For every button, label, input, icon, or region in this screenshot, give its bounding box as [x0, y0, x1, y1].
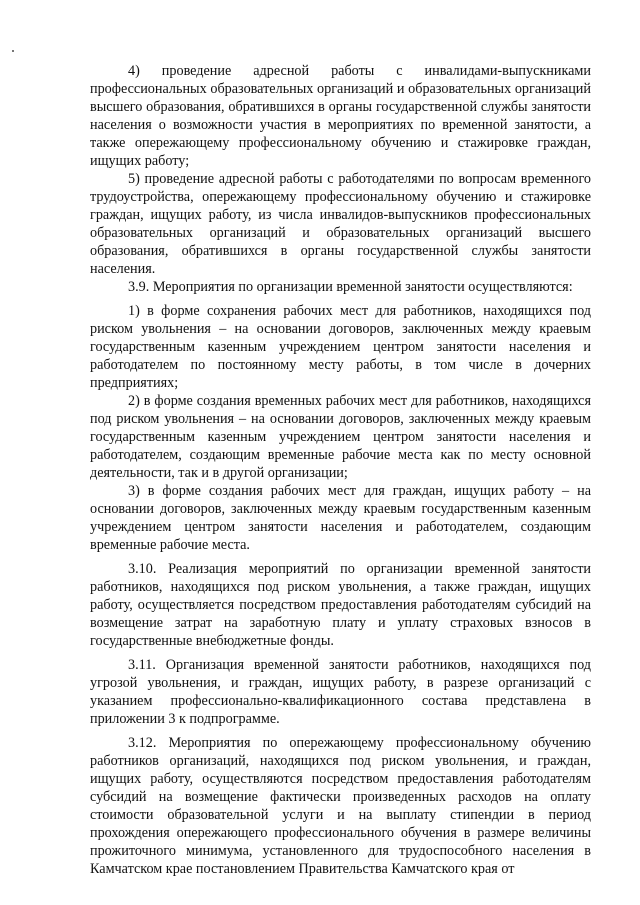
paragraph-item-4: 4) проведение адресной работы с инвалидами-выпускниками профессиональных образовательных организаций и образовательных организаций высшего образования, обратившихся в органы государственной службы занятости населения о возможности участия в мероприятиях по временной занятости, а также опережающему профессиональному обучению и стажировке граждан, ищущих работу;	[90, 63, 591, 169]
paragraph-3-10: 3.10. Реализация мероприятий по организации временной занятости работников, находящихся под риском увольнения, а также граждан, ищущих работу, осуществляется посредством предоставления работодателям субсидий на возмещение затрат на заработную плату и уплату страховых взносов в государственные внебюджетные фонды.	[90, 561, 591, 649]
paragraph-3-12: 3.12. Мероприятия по опережающему профессиональному обучению работников организаций, находящихся под риском увольнения, и граждан, ищущих работу, осуществляются посредством предоставления работодателям субсидий на возмещение фактически произведенных расходов на оплату стоимости образовательной услуги и на выплату стипендии в период прохождения опережающего профессионального обучения в размере величины прожиточного минимума, установленного для трудоспособного населения в Камчатском крае постановлением Правительства Камчатского края от	[90, 735, 591, 877]
paragraph-form-1: 1) в форме сохранения рабочих мест для работников, находящихся под риском увольнения – на основании договоров, заключенных между краевым государственным казенным учреждением центром занятости населения и работодателем по постоянному месту работы, в том числе в дочерних предприятиях;	[90, 303, 591, 391]
scan-dot	[12, 50, 14, 52]
paragraph-item-5: 5) проведение адресной работы с работодателями по вопросам временного трудоустройства, опережающему профессиональному обучению и стажировке граждан, ищущих работу, из числа инвалидов-выпускников профессиональных образовательных организаций и образовательных организаций высшего образования, обратившихся в органы государственной службы занятости населения.	[90, 171, 591, 277]
paragraph-3-9: 3.9. Мероприятия по организации временной занятости осуществляются:	[128, 279, 573, 295]
paragraph-form-3: 3) в форме создания рабочих мест для граждан, ищущих работу – на основании договоров, заключенных между краевым государственным казенным учреждением центром занятости населения и работодателем, создающим временные рабочие места.	[90, 483, 591, 553]
paragraph-form-2: 2) в форме создания временных рабочих мест для работников, находящихся под риском увольнения – на основании договоров, заключенных между краевым государственным казенным учреждением центром занятости населения и работодателем, создающим временные рабочие места как по месту основной деятельности, так и в другой организации;	[90, 393, 591, 481]
document-body	[90, 62, 591, 878]
paragraph-3-11: 3.11. Организация временной занятости работников, находящихся под угрозой увольнения, и граждан, ищущих работу, в разрезе организаций с указанием профессионально-квалификационного состава представлена в приложении 3 к подпрограмме.	[90, 657, 591, 727]
